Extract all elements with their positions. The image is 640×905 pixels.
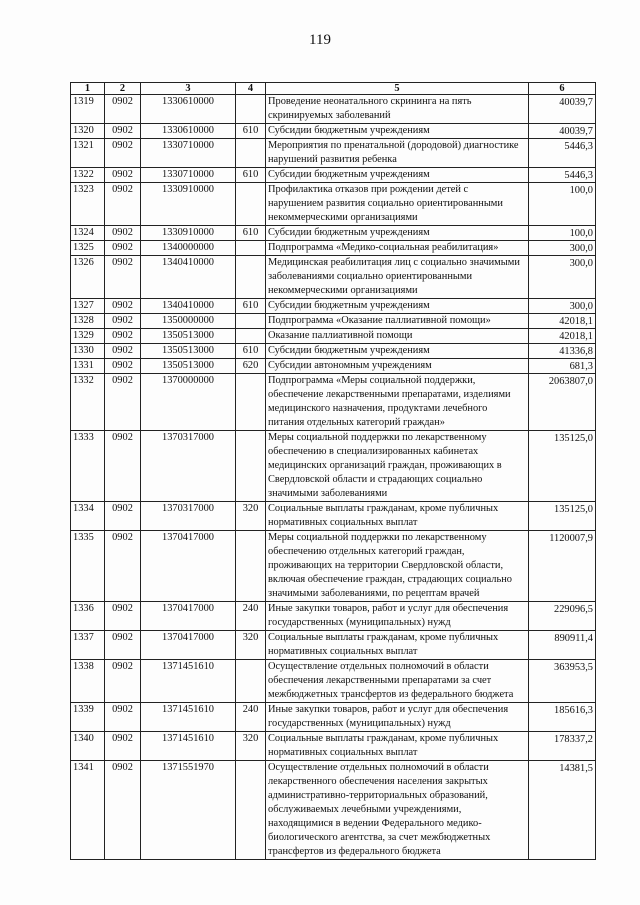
table-body [71,95,596,860]
expense-type-code-cell [236,631,266,660]
target-article-code: 1371551970 [162,762,214,773]
expense-type-code-cell [236,531,266,602]
amount: 5446,3 [564,141,593,152]
row-number-cell [71,95,105,124]
target-article-code-cell [141,602,236,631]
expense-type-code-cell [236,431,266,502]
row-number: 1328 [73,315,94,326]
row-number: 1327 [73,300,94,311]
target-article-code-cell [141,241,236,256]
item-name-cell [266,344,529,359]
amount: 100,0 [569,228,593,239]
header-cell: 6 [529,83,596,95]
section-code-cell [105,732,141,761]
target-article-code: 1370317000 [162,432,214,443]
target-article-code-cell [141,344,236,359]
target-article-code: 1370317000 [162,503,214,514]
amount-cell [529,256,596,299]
amount: 178337,2 [554,734,593,745]
row-number-cell [71,732,105,761]
item-name: Подпрограмма «Медико-социальная реабилитация» [268,242,499,253]
row-number: 1333 [73,432,94,443]
expense-type-code-cell [236,183,266,226]
expense-type-code-cell [236,374,266,431]
amount-cell [529,359,596,374]
row-number: 1319 [73,96,94,107]
section-code-cell [105,502,141,531]
row-number-cell [71,631,105,660]
expense-type-code: 320 [242,733,259,744]
item-name-cell [266,703,529,732]
section-code: 0902 [112,184,133,195]
section-code: 0902 [112,603,133,614]
row-number-cell [71,431,105,502]
section-code: 0902 [112,432,133,443]
budget-table [70,82,596,860]
item-name-cell [266,124,529,139]
target-article-code-cell [141,314,236,329]
item-name: Субсидии бюджетным учреждениям [268,345,430,356]
target-article-code-cell [141,139,236,168]
expense-type-code-cell [236,502,266,531]
item-name-cell [266,299,529,314]
section-code: 0902 [112,733,133,744]
item-name: Субсидии бюджетным учреждениям [268,227,430,238]
item-name-cell [266,431,529,502]
row-number: 1336 [73,603,94,614]
row-number-cell [71,660,105,703]
expense-type-code: 610 [242,345,259,356]
table-row [71,344,596,359]
table-row [71,139,596,168]
item-name: Социальные выплаты гражданам, кроме публичных нормативных социальных выплат [268,733,499,758]
target-article-code: 1350513000 [162,360,214,371]
amount-cell [529,631,596,660]
expense-type-code: 620 [242,360,259,371]
item-name: Меры социальной поддержки по лекарственному обеспечению в специализированных кабинетах медицинских организаций граждан, проживающих в Свердловской области и страдающих социально значимыми заболеваниями [268,432,502,499]
section-code: 0902 [112,96,133,107]
item-name: Медицинская реабилитация лиц с социально значимыми заболеваниями социально ориентированными некоммерческими организациями [268,257,520,296]
target-article-code: 1340000000 [162,242,214,253]
section-code-cell [105,299,141,314]
amount-cell [529,732,596,761]
expense-type-code: 610 [242,169,259,180]
row-number: 1322 [73,169,94,180]
row-number-cell [71,703,105,732]
row-number: 1330 [73,345,94,356]
item-name: Осуществление отдельных полномочий в области лекарственного обеспечения населения закрытых административно-территориальных образований, обслуживаемых лечебными учреждениями, находящимися в ведении Федерального медико-биологического агентства, за счет межбюджетных трансфертов из федерального бюджета [268,762,491,857]
header-cell: 3 [141,83,236,95]
expense-type-code: 610 [242,125,259,136]
row-number: 1332 [73,375,94,386]
item-name-cell [266,183,529,226]
amount-cell [529,502,596,531]
target-article-code: 1330910000 [162,184,214,195]
row-number-cell [71,602,105,631]
amount: 14381,5 [559,763,593,774]
target-article-code-cell [141,95,236,124]
item-name-cell [266,256,529,299]
item-name-cell [266,660,529,703]
expense-type-code-cell [236,299,266,314]
amount: 42018,1 [559,331,593,342]
table-row [71,602,596,631]
section-code-cell [105,329,141,344]
section-code-cell [105,761,141,860]
amount: 300,0 [569,243,593,254]
table-row [71,314,596,329]
section-code: 0902 [112,375,133,386]
target-article-code-cell [141,329,236,344]
section-code-cell [105,631,141,660]
header-cell: 1 [71,83,105,95]
section-code-cell [105,344,141,359]
row-number-cell [71,241,105,256]
amount: 300,0 [569,301,593,312]
amount: 135125,0 [554,504,593,515]
section-code: 0902 [112,632,133,643]
row-number-cell [71,374,105,431]
row-number: 1335 [73,532,94,543]
target-article-code: 1330910000 [162,227,214,238]
row-number: 1321 [73,140,94,151]
item-name: Иные закупки товаров, работ и услуг для обеспечения государственных (муниципальных) нужд [268,603,509,628]
expense-type-code-cell [236,761,266,860]
table-row [71,531,596,602]
item-name-cell [266,139,529,168]
expense-type-code: 320 [242,632,259,643]
amount: 5446,3 [564,170,593,181]
row-number: 1331 [73,360,94,371]
section-code-cell [105,660,141,703]
target-article-code: 1371451610 [162,733,214,744]
item-name-cell [266,631,529,660]
section-code-cell [105,139,141,168]
table-row [71,168,596,183]
item-name: Профилактика отказов при рождении детей с нарушением развития социально ориентированными некоммерческими организациями [268,184,503,223]
amount-cell [529,374,596,431]
item-name: Мероприятия по пренатальной (дородовой) диагностике нарушений развития ребенка [268,140,519,165]
amount-cell [529,761,596,860]
amount: 890911,4 [554,633,593,644]
row-number-cell [71,299,105,314]
amount-cell [529,95,596,124]
target-article-code: 1370417000 [162,603,214,614]
row-number-cell [71,256,105,299]
target-article-code: 1350513000 [162,345,214,356]
item-name-cell [266,531,529,602]
row-number: 1339 [73,704,94,715]
row-number-cell [71,344,105,359]
amount: 41336,8 [559,346,593,357]
target-article-code-cell [141,431,236,502]
expense-type-code-cell [236,168,266,183]
item-name-cell [266,329,529,344]
item-name-cell [266,95,529,124]
amount-cell [529,314,596,329]
section-code-cell [105,168,141,183]
table-row [71,256,596,299]
amount: 681,3 [569,361,593,372]
row-number-cell [71,183,105,226]
expense-type-code: 320 [242,503,259,514]
section-code: 0902 [112,227,133,238]
table-row [71,124,596,139]
row-number: 1337 [73,632,94,643]
item-name-cell [266,314,529,329]
row-number: 1341 [73,762,94,773]
row-number: 1326 [73,257,94,268]
item-name: Субсидии бюджетным учреждениям [268,125,430,136]
table-row [71,299,596,314]
target-article-code-cell [141,183,236,226]
row-number-cell [71,329,105,344]
table-row [71,431,596,502]
amount: 229096,5 [554,604,593,615]
row-number: 1324 [73,227,94,238]
section-code: 0902 [112,315,133,326]
expense-type-code-cell [236,602,266,631]
section-code-cell [105,703,141,732]
expense-type-code-cell [236,139,266,168]
item-name-cell [266,359,529,374]
expense-type-code-cell [236,329,266,344]
item-name: Меры социальной поддержки по лекарственному обеспечению отдельных категорий граждан, проживающих на территории Свердловской области, включая обеспечение граждан, страдающих социально значимыми заболеваниями, по рецептам врачей [268,532,512,599]
target-article-code-cell [141,631,236,660]
section-code: 0902 [112,345,133,356]
row-number-cell [71,314,105,329]
row-number-cell [71,124,105,139]
expense-type-code-cell [236,359,266,374]
item-name: Оказание паллиативной помощи [268,330,413,341]
target-article-code: 1340410000 [162,257,214,268]
item-name-cell [266,502,529,531]
item-name: Социальные выплаты гражданам, кроме публичных нормативных социальных выплат [268,503,499,528]
table-row [71,631,596,660]
row-number-cell [71,139,105,168]
row-number: 1325 [73,242,94,253]
amount-cell [529,139,596,168]
amount-cell [529,241,596,256]
section-code-cell [105,183,141,226]
item-name: Субсидии бюджетным учреждениям [268,300,430,311]
target-article-code-cell [141,502,236,531]
section-code-cell [105,226,141,241]
amount-cell [529,660,596,703]
amount: 42018,1 [559,316,593,327]
amount: 2063807,0 [548,376,593,387]
section-code-cell [105,531,141,602]
expense-type-code-cell [236,703,266,732]
amount-cell [529,703,596,732]
section-code: 0902 [112,330,133,341]
expense-type-code: 610 [242,227,259,238]
item-name-cell [266,602,529,631]
target-article-code-cell [141,168,236,183]
table-row [71,95,596,124]
section-code-cell [105,359,141,374]
amount: 40039,7 [559,97,593,108]
target-article-code: 1370417000 [162,532,214,543]
section-code: 0902 [112,242,133,253]
target-article-code: 1330710000 [162,140,214,151]
amount-cell [529,344,596,359]
row-number: 1334 [73,503,94,514]
header-cell: 2 [105,83,141,95]
target-article-code-cell [141,703,236,732]
target-article-code-cell [141,256,236,299]
item-name: Субсидии автономным учреждениям [268,360,432,371]
target-article-code-cell [141,732,236,761]
amount: 363953,5 [554,662,593,673]
amount-cell [529,531,596,602]
amount-cell [529,124,596,139]
row-number: 1320 [73,125,94,136]
section-code: 0902 [112,661,133,672]
table-row [71,226,596,241]
target-article-code-cell [141,660,236,703]
section-code: 0902 [112,704,133,715]
amount: 185616,3 [554,705,593,716]
section-code: 0902 [112,125,133,136]
section-code-cell [105,374,141,431]
item-name: Подпрограмма «Меры социальной поддержки, обеспечение лекарственными препаратами, изделиями медицинского назначения, продуктами лечебного питания отдельных категорий граждан» [268,375,511,428]
amount: 1120007,9 [549,533,593,544]
row-number: 1338 [73,661,94,672]
item-name: Социальные выплаты гражданам, кроме публичных нормативных социальных выплат [268,632,499,657]
item-name: Иные закупки товаров, работ и услуг для обеспечения государственных (муниципальных) нужд [268,704,509,729]
section-code: 0902 [112,140,133,151]
target-article-code: 1350513000 [162,330,214,341]
expense-type-code-cell [236,241,266,256]
amount-cell [529,168,596,183]
section-code: 0902 [112,503,133,514]
table-header-row [71,83,596,95]
expense-type-code: 240 [242,704,259,715]
amount-cell [529,329,596,344]
section-code: 0902 [112,532,133,543]
item-name: Субсидии бюджетным учреждениям [268,169,430,180]
row-number: 1340 [73,733,94,744]
section-code-cell [105,124,141,139]
header-cell: 4 [236,83,266,95]
row-number-cell [71,761,105,860]
target-article-code: 1330610000 [162,96,214,107]
target-article-code: 1350000000 [162,315,214,326]
target-article-code: 1371451610 [162,661,214,672]
expense-type-code-cell [236,256,266,299]
target-article-code: 1370000000 [162,375,214,386]
amount: 300,0 [569,258,593,269]
row-number: 1329 [73,330,94,341]
section-code: 0902 [112,300,133,311]
amount-cell [529,431,596,502]
amount: 100,0 [569,185,593,196]
amount: 135125,0 [554,433,593,444]
expense-type-code-cell [236,226,266,241]
section-code-cell [105,431,141,502]
section-code-cell [105,256,141,299]
table-row [71,703,596,732]
table-row [71,374,596,431]
section-code: 0902 [112,169,133,180]
section-code-cell [105,602,141,631]
expense-type-code-cell [236,314,266,329]
table-row [71,660,596,703]
item-name-cell [266,226,529,241]
target-article-code-cell [141,299,236,314]
item-name: Проведение неонатального скрининга на пять скринируемых заболеваний [268,96,472,121]
amount-cell [529,226,596,241]
row-number-cell [71,226,105,241]
expense-type-code-cell [236,124,266,139]
header-cell: 5 [266,83,529,95]
expense-type-code-cell [236,95,266,124]
item-name-cell [266,732,529,761]
target-article-code: 1330710000 [162,169,214,180]
amount-cell [529,299,596,314]
item-name-cell [266,374,529,431]
item-name: Осуществление отдельных полномочий в области обеспечения лекарственными препаратами за счет межбюджетных трансфертов из федерального бюджета [268,661,514,700]
amount-cell [529,183,596,226]
target-article-code-cell [141,374,236,431]
section-code: 0902 [112,762,133,773]
expense-type-code: 240 [242,603,259,614]
target-article-code: 1330610000 [162,125,214,136]
section-code: 0902 [112,257,133,268]
amount: 40039,7 [559,126,593,137]
expense-type-code-cell [236,732,266,761]
item-name-cell [266,761,529,860]
section-code-cell [105,314,141,329]
target-article-code-cell [141,124,236,139]
row-number-cell [71,168,105,183]
table-row [71,359,596,374]
amount-cell [529,602,596,631]
target-article-code-cell [141,531,236,602]
row-number-cell [71,531,105,602]
section-code: 0902 [112,360,133,371]
table-row [71,329,596,344]
section-code-cell [105,241,141,256]
target-article-code: 1340410000 [162,300,214,311]
row-number: 1323 [73,184,94,195]
target-article-code: 1370417000 [162,632,214,643]
table-row [71,241,596,256]
item-name: Подпрограмма «Оказание паллиативной помощи» [268,315,491,326]
expense-type-code-cell [236,660,266,703]
expense-type-code: 610 [242,300,259,311]
table-row [71,183,596,226]
target-article-code-cell [141,359,236,374]
target-article-code-cell [141,761,236,860]
table-row [71,761,596,860]
table-row [71,502,596,531]
page-number: 119 [309,32,331,48]
expense-type-code-cell [236,344,266,359]
item-name-cell [266,241,529,256]
row-number-cell [71,502,105,531]
row-number-cell [71,359,105,374]
section-code-cell [105,95,141,124]
table-row [71,732,596,761]
target-article-code: 1371451610 [162,704,214,715]
target-article-code-cell [141,226,236,241]
item-name-cell [266,168,529,183]
